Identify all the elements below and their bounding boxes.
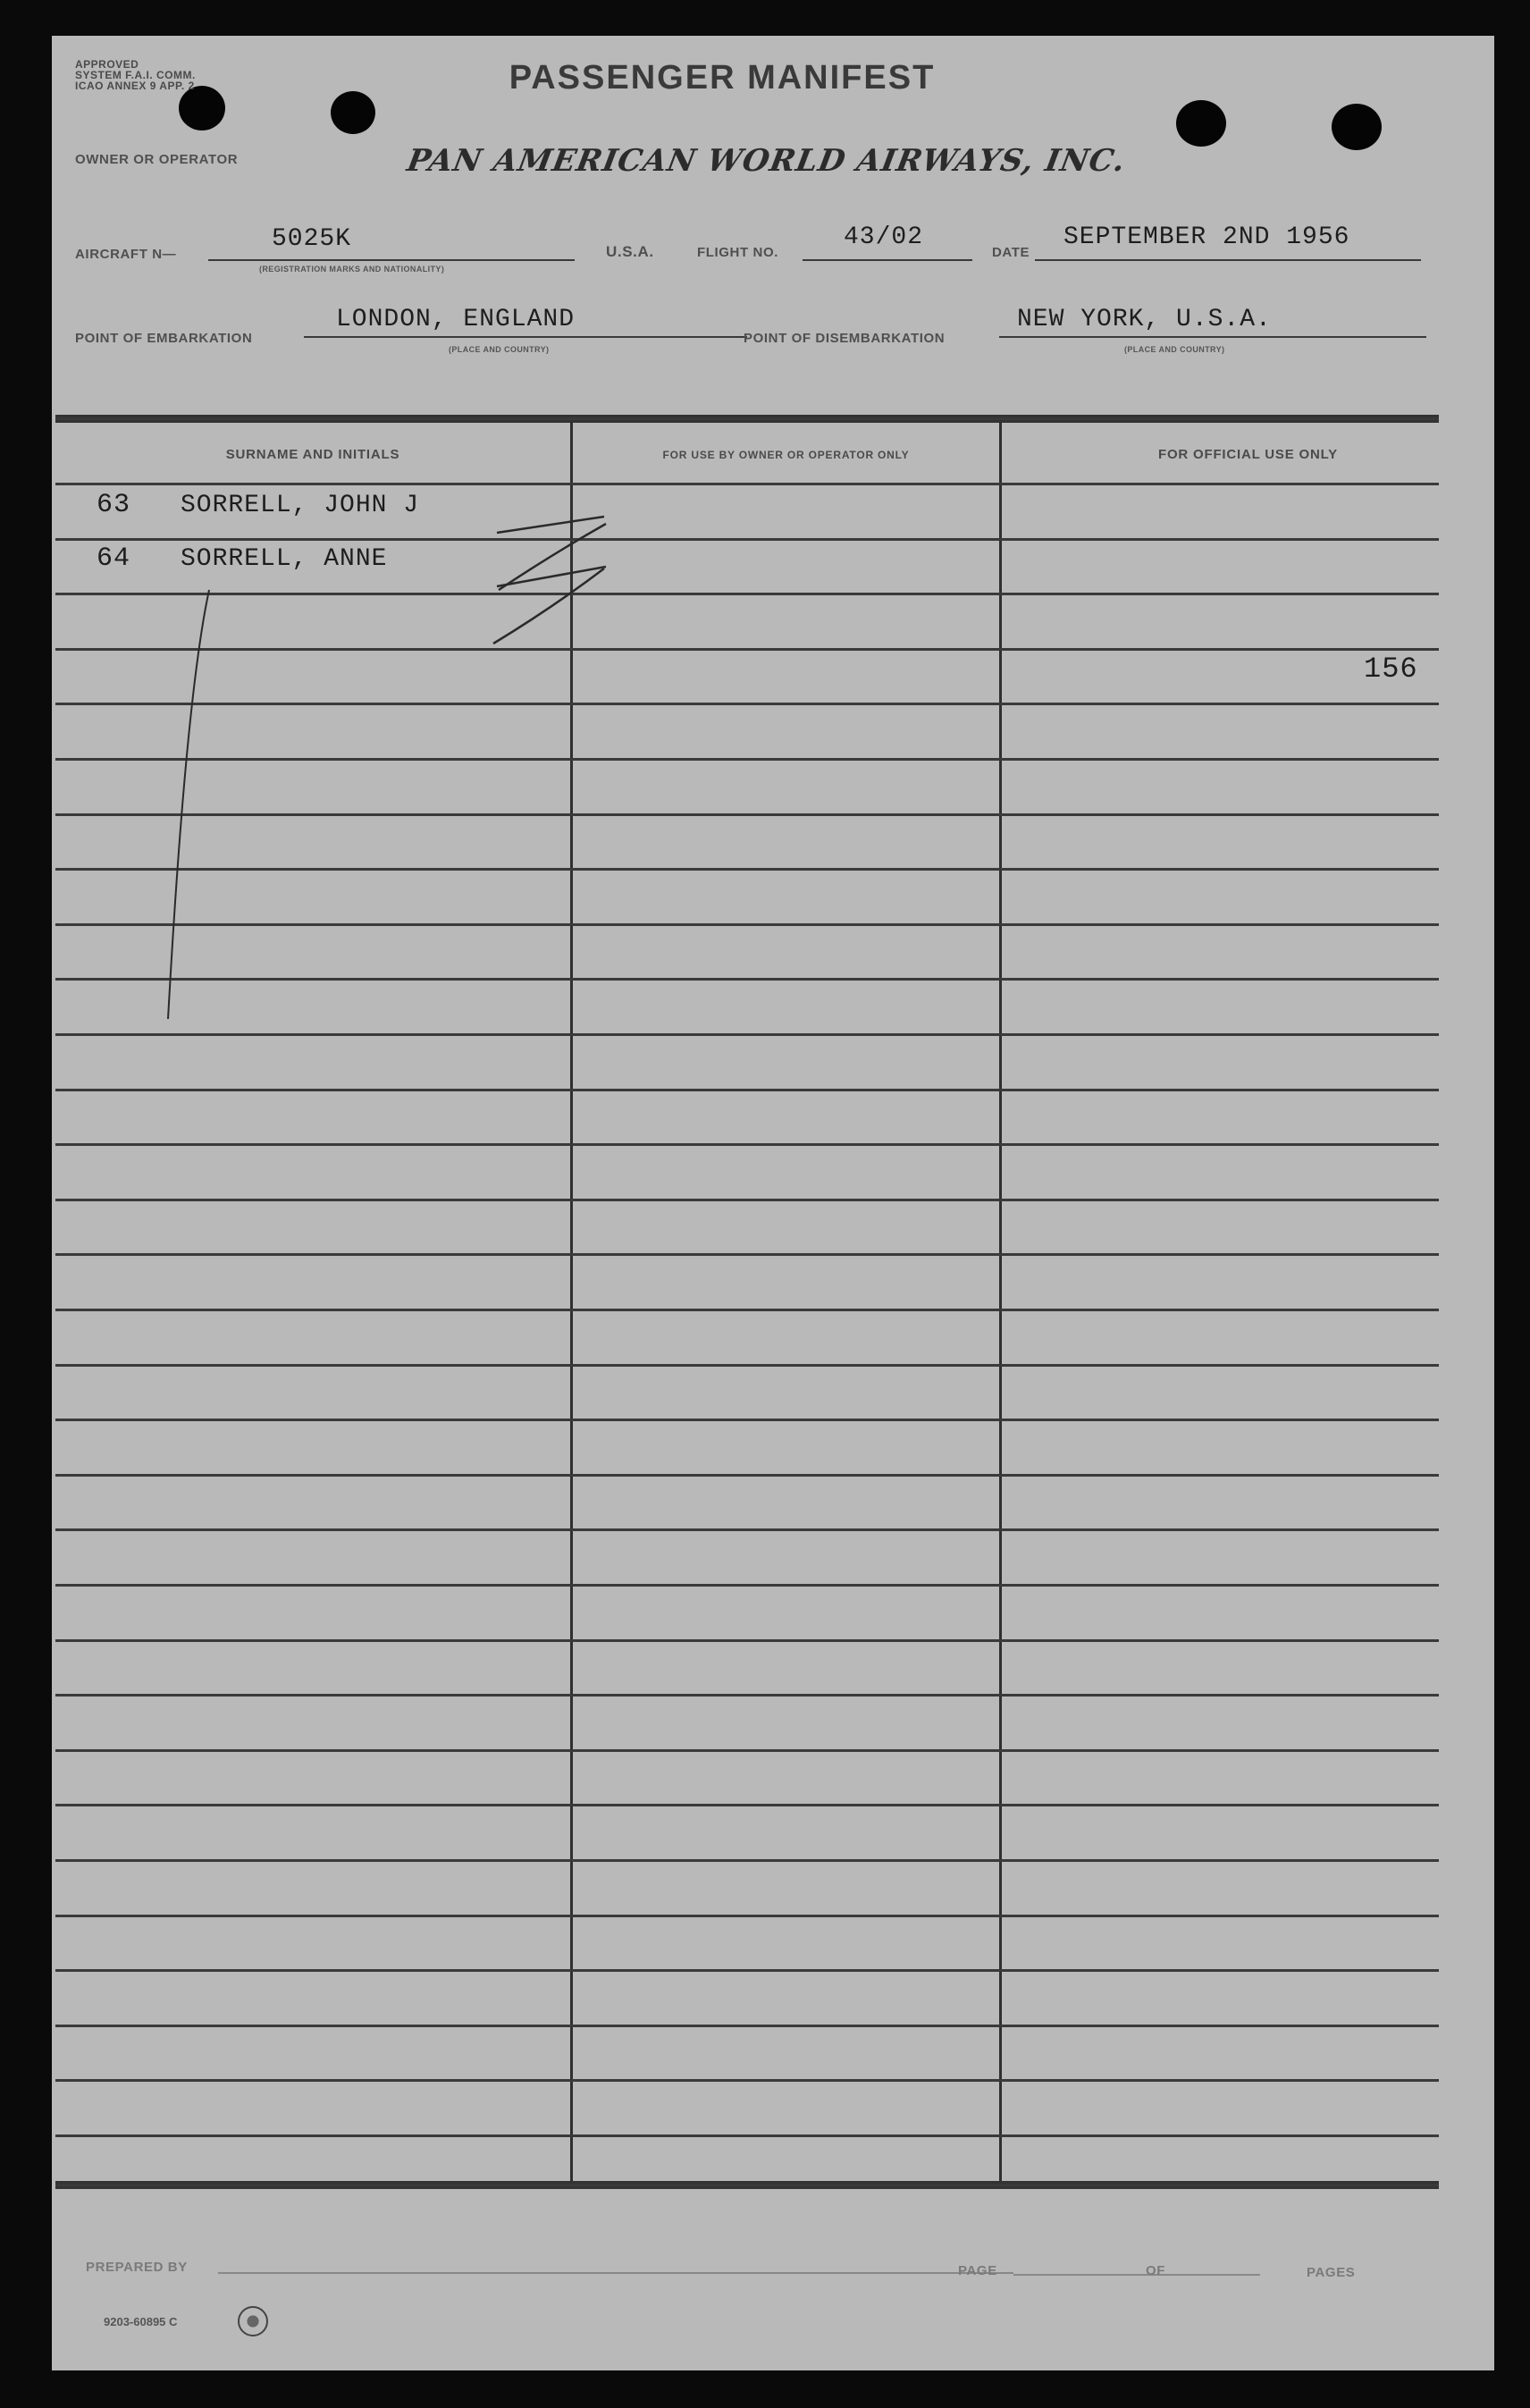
disembarkation-label: POINT OF DISEMBARKATION (744, 331, 946, 346)
bracket-line (168, 590, 209, 1019)
row-rule (55, 1915, 1439, 1917)
of-line (1178, 2274, 1260, 2276)
check-mark-3 (497, 567, 606, 586)
row-rule (55, 2079, 1439, 2082)
aircraft-value: 5025K (272, 225, 352, 253)
row-rule (55, 1639, 1439, 1642)
flight-value: 43/02 (844, 223, 924, 251)
row-rule (55, 1749, 1439, 1752)
prepared-by-label: PREPARED BY (86, 2260, 188, 2275)
date-label: DATE (992, 245, 1030, 260)
date-value: SEPTEMBER 2ND 1956 (1063, 223, 1350, 251)
row-rule (55, 2025, 1439, 2027)
row-rule (55, 1199, 1439, 1201)
flight-label: FLIGHT NO. (697, 245, 778, 260)
prepared-by-line (218, 2272, 1013, 2274)
form-number: 9203-60895 C (104, 2315, 178, 2328)
column-header-official: FOR OFFICIAL USE ONLY (1158, 447, 1338, 462)
column-header-operator: FOR USE BY OWNER OR OPERATOR ONLY (662, 449, 910, 461)
embarkation-caption: (PLACE AND COUNTRY) (449, 345, 550, 354)
handwritten-marks (52, 36, 1494, 1108)
row-rule (55, 1253, 1439, 1256)
row-rule (55, 1309, 1439, 1311)
row-rule (55, 1859, 1439, 1862)
owner-label: OWNER OR OPERATOR (75, 152, 239, 167)
table-bottom-rule (55, 2181, 1439, 2189)
passenger-name-64: SORRELL, ANNE (181, 545, 388, 573)
approval-line-2: SYSTEM F.A.I. COMM. (75, 69, 196, 81)
approval-line-1: APPROVED (75, 58, 139, 71)
approval-line-3: ICAO ANNEX 9 APP. 2 (75, 80, 195, 92)
passenger-number-63: 63 (97, 490, 131, 520)
embarkation-label: POINT OF EMBARKATION (75, 331, 253, 346)
column-header-surname: SURNAME AND INITIALS (225, 447, 400, 462)
row-rule (55, 1804, 1439, 1806)
manifest-sheet (52, 36, 1494, 2370)
owner-value: PAN AMERICAN WORLD AIRWAYS, INC. (404, 143, 1129, 179)
check-mark-4 (493, 568, 604, 644)
row-rule (55, 1528, 1439, 1531)
row-rule (55, 1474, 1439, 1477)
passenger-number-64: 64 (97, 543, 131, 574)
row-rule (55, 1143, 1439, 1146)
usa-label: U.S.A. (606, 243, 654, 260)
row-rule (55, 2134, 1439, 2137)
row-rule (55, 1694, 1439, 1697)
embarkation-value: LONDON, ENGLAND (336, 306, 576, 333)
passenger-name-63: SORRELL, JOHN J (181, 492, 420, 519)
disembarkation-value: NEW YORK, U.S.A. (1017, 306, 1272, 333)
registration-caption: (REGISTRATION MARKS AND NATIONALITY) (259, 265, 445, 274)
aircraft-label: AIRCRAFT N— (75, 247, 177, 262)
row-rule (55, 1364, 1439, 1367)
disembarkation-caption: (PLACE AND COUNTRY) (1124, 345, 1225, 354)
page-title: PASSENGER MANIFEST (509, 59, 936, 97)
of-label: OF (1146, 2263, 1166, 2278)
row-rule (55, 1419, 1439, 1421)
printer-seal-icon (238, 2306, 268, 2336)
pages-label: PAGES (1307, 2265, 1356, 2280)
row-rule (55, 1969, 1439, 1972)
official-note: 156 (1364, 653, 1418, 686)
page-label: PAGE (958, 2263, 997, 2278)
check-mark-1 (497, 517, 604, 533)
row-rule (55, 1584, 1439, 1587)
